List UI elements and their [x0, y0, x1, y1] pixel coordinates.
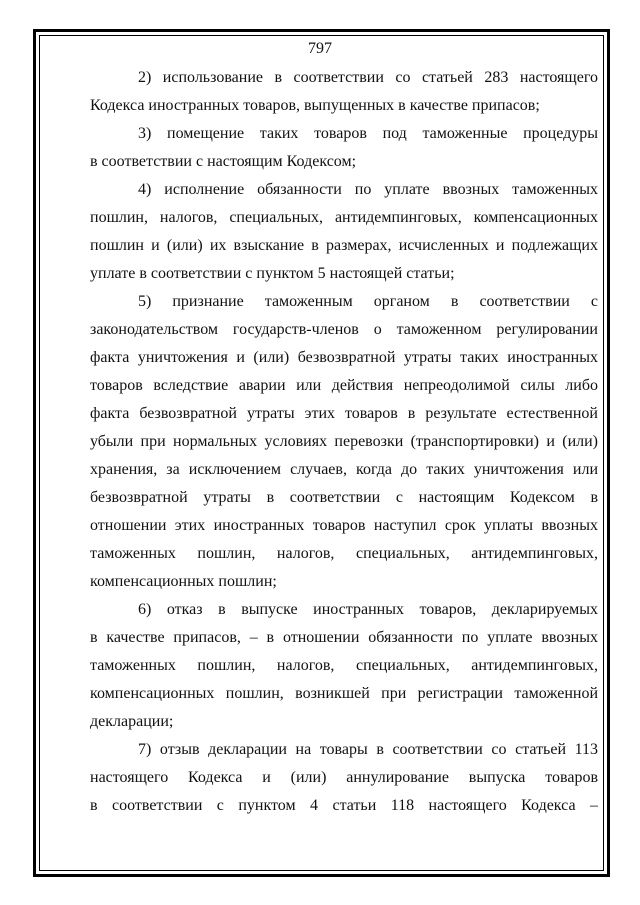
text-line: Кодекса иностранных товаров, выпущенных в качестве припасов; — [90, 97, 540, 114]
text-line: декларации; — [90, 713, 174, 730]
text-line: компенсационных пошлин; — [90, 573, 277, 590]
text-line: законодательством государств-членов о таможенном регулировании — [90, 321, 598, 338]
paragraph-item-6 — [90, 596, 598, 736]
text-line: таможенных пошлин, налогов, специальных, антидемпинговых, — [90, 545, 598, 562]
text-line: факта безвозвратной утраты этих товаров в результате естественной — [90, 405, 598, 422]
paragraph-item-3 — [90, 120, 598, 176]
text-line: безвозвратной утраты в соответствии с настоящим Кодексом в — [90, 489, 598, 506]
paragraph-item-4 — [90, 176, 598, 288]
text-line: отношении этих иностранных товаров наступил срок уплаты ввозных — [90, 517, 598, 534]
text-line: 4) исполнение обязанности по уплате ввозных таможенных — [138, 181, 598, 198]
text-line: 2) использование в соответствии со статьей 283 настоящего — [138, 69, 598, 86]
text-line: в соответствии с настоящим Кодексом; — [90, 153, 357, 170]
document-body — [90, 64, 598, 820]
text-line: 3) помещение таких товаров под таможенные процедуры — [138, 125, 598, 142]
text-line: таможенных пошлин, налогов, специальных, антидемпинговых, — [90, 657, 598, 674]
text-line: убыли при нормальных условиях перевозки (транспортировки) и (или) — [90, 433, 598, 450]
paragraph-item-5 — [90, 288, 598, 596]
text-line: факта уничтожения и (или) безвозвратной утраты таких иностранных — [90, 349, 598, 366]
text-line: компенсационных пошлин, возникшей при регистрации таможенной — [90, 685, 598, 702]
text-line: пошлин и (или) их взыскание в размерах, исчисленных и подлежащих — [90, 237, 598, 254]
text-line: 7) отзыв декларации на товары в соответствии со статьей 113 — [138, 741, 598, 758]
text-line: хранения, за исключением случаев, когда до таких уничтожения или — [90, 461, 598, 478]
page-number: 797 — [308, 40, 332, 57]
text-line: уплате в соответствии с пунктом 5 настоящей статьи; — [90, 265, 455, 282]
text-line: пошлин, налогов, специальных, антидемпинговых, компенсационных — [90, 209, 598, 226]
text-line: настоящего Кодекса и (или) аннулирование выпуска товаров — [90, 769, 598, 786]
text-line: 5) признание таможенным органом в соответствии с — [138, 293, 598, 310]
paragraph-item-2 — [90, 64, 598, 120]
text-line: в качестве припасов, – в отношении обязанности по уплате ввозных — [90, 629, 598, 646]
paragraph-item-7 — [90, 736, 598, 820]
text-line: 6) отказ в выпуске иностранных товаров, декларируемых — [138, 601, 598, 618]
text-line: в соответствии с пунктом 4 статьи 118 настоящего Кодекса – — [90, 797, 598, 814]
text-line: товаров вследствие аварии или действия непреодолимой силы либо — [90, 377, 598, 394]
